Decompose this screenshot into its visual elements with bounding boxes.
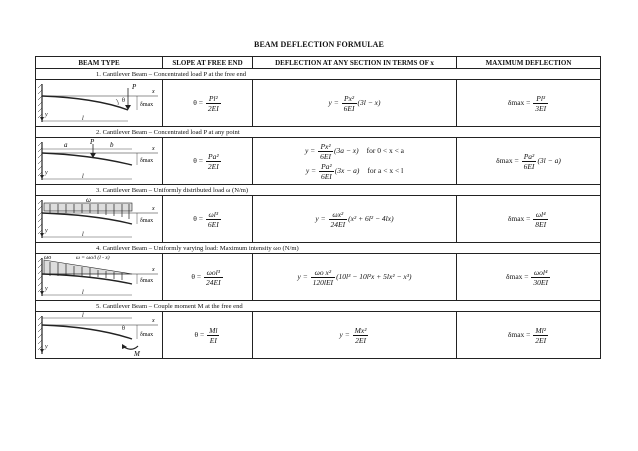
fig-label-b: b (110, 141, 114, 149)
fraction (533, 326, 548, 345)
deflection-line-1 (253, 142, 456, 161)
cantilever-point-load-end-diagram (36, 80, 163, 126)
fig-label-l: l (82, 232, 84, 238)
case-row (36, 312, 601, 359)
denominator: 3EI (535, 103, 547, 113)
cantilever-point-load-any-diagram (36, 138, 163, 184)
deflection-line-2 (253, 162, 456, 181)
fig-label-y: y (45, 228, 48, 234)
case-2-max-deflection (457, 138, 601, 185)
case-4-deflection (253, 254, 457, 301)
fraction (204, 268, 223, 287)
fig-label-omega: ω (86, 196, 91, 204)
case-3-caption: 3. Cantilever Beam – Uniformly distributed load ω (N/m) (36, 185, 601, 196)
fig-label-x: x (152, 146, 155, 152)
fraction (206, 94, 221, 113)
fraction (329, 210, 348, 229)
fig-label-l: l (82, 116, 84, 122)
fig-label-omega-o: ωo (44, 255, 52, 261)
case-3-figure (36, 196, 163, 243)
slope-lhs: θ = (194, 329, 205, 339)
fraction (207, 326, 219, 345)
fig-label-y: y (45, 170, 48, 176)
case-row (36, 80, 601, 127)
fig-label-m: M (134, 350, 140, 358)
case-5-caption: 5. Cantilever Beam – Couple moment M at the free end (36, 301, 601, 312)
numerator: ωol³ (204, 268, 223, 278)
denominator: 24EI (205, 277, 221, 287)
case-3-deflection (253, 196, 457, 243)
case-4-figure (36, 254, 163, 301)
numerator: ωl⁴ (533, 210, 548, 220)
numerator: Px² (318, 142, 333, 152)
fig-label-p: P (90, 138, 95, 146)
numerator: Ml (209, 325, 218, 335)
case-4-slope (163, 254, 253, 301)
fig-label-x: x (152, 206, 155, 212)
case-1-deflection (253, 80, 457, 127)
max-lhs: δmax = (505, 271, 529, 281)
deflection-tail: (10l³ − 10l²x + 5lx² − x³) (336, 271, 412, 281)
fraction (318, 142, 333, 161)
deflection-lhs: y = (315, 213, 326, 223)
fig-label-l: l (82, 290, 84, 296)
case-1-caption: 1. Cantilever Beam – Concentrated load P at the free end (36, 69, 601, 80)
max-lhs: δmax = (507, 213, 531, 223)
max-lhs: δmax = (507, 329, 531, 339)
denominator: EI (209, 335, 217, 345)
case-4-max-deflection (457, 254, 601, 301)
max-lhs: δmax = (496, 155, 519, 165)
cantilever-couple-moment-diagram (36, 312, 163, 358)
denominator: 24EI (330, 219, 346, 229)
fraction (533, 210, 548, 229)
numerator: ωol⁴ (531, 268, 550, 278)
case-5-max-deflection (457, 312, 601, 359)
fraction (206, 210, 221, 229)
numerator: Ml² (533, 326, 548, 336)
fig-label-dmax: δmax (140, 278, 154, 284)
denominator: 6EI (523, 161, 535, 171)
numerator: Pa² (522, 152, 537, 162)
case-caption (36, 301, 601, 312)
case-caption (36, 69, 601, 80)
case-5-figure (36, 312, 163, 359)
numerator: ωx² (329, 210, 348, 220)
case-caption (36, 185, 601, 196)
case-1-slope (163, 80, 253, 127)
fig-label-y: y (45, 112, 48, 118)
denominator: 2EI (207, 161, 219, 171)
case-1-figure (36, 80, 163, 127)
slope-lhs: θ = (193, 213, 203, 223)
slope-lhs: θ = (191, 271, 202, 281)
case-2-slope (163, 138, 253, 185)
max-lhs: δmax = (507, 97, 531, 107)
case-1-max-deflection (457, 80, 601, 127)
fig-label-omega-expr: ω = ωo/l (l - x) (76, 255, 110, 261)
numerator: Pl³ (533, 94, 548, 104)
case-2-figure (36, 138, 163, 185)
numerator: Pl² (206, 94, 221, 104)
slope-lhs: θ = (193, 97, 203, 107)
denominator: 6EI (320, 151, 331, 161)
fig-label-dmax: δmax (140, 218, 154, 224)
deflection-lhs: y = (328, 97, 339, 107)
fig-label-dmax: δmax (140, 158, 154, 164)
case-4-caption: 4. Cantilever Beam – Uniformly varying load: Maximum intensity ωo (N/m) (36, 243, 601, 254)
case-caption (36, 243, 601, 254)
fig-label-l: l (82, 174, 84, 180)
numerator: ωo x² (311, 268, 335, 278)
case-2-caption: 2. Cantilever Beam – Concentrated load P at any point (36, 127, 601, 138)
cantilever-udl-diagram (36, 196, 163, 242)
fig-label-dmax: δmax (140, 102, 154, 108)
numerator: Mx² (354, 325, 367, 335)
denominator: 2EI (355, 335, 366, 345)
header-deflection: DEFLECTION AT ANY SECTION IN TERMS OF x (253, 57, 457, 69)
condition: for a < x < l (367, 165, 404, 175)
fig-label-x: x (152, 89, 155, 95)
fig-label-y: y (45, 344, 48, 350)
fraction (206, 152, 221, 171)
fig-label-x: x (152, 318, 155, 324)
case-5-slope (163, 312, 253, 359)
fig-label-l: l (82, 313, 84, 319)
deflection-tail: (3x − a) (334, 165, 360, 175)
denominator: 6EI (320, 171, 332, 181)
deflection-tail: (3a − x) (333, 145, 359, 155)
deflection-lhs: y = (305, 165, 317, 175)
slope-lhs: θ = (193, 155, 203, 165)
case-3-max-deflection (457, 196, 601, 243)
numerator: Px² (342, 94, 357, 104)
deflection-lhs: y = (297, 271, 308, 281)
case-caption (36, 127, 601, 138)
fig-label-a: a (64, 141, 68, 149)
cantilever-uvl-diagram (36, 254, 163, 300)
denominator: 120lEI (312, 277, 334, 287)
header-beam-type: BEAM TYPE (36, 57, 163, 69)
case-row (36, 196, 601, 243)
fig-label-y: y (45, 286, 48, 292)
deflection-lhs: y = (339, 329, 350, 339)
deflection-lhs: y = (304, 145, 316, 155)
denominator: 8EI (535, 219, 547, 229)
denominator: 2EI (207, 103, 219, 113)
fraction (319, 162, 334, 181)
fig-label-theta: θ (122, 326, 125, 332)
deflection-tail: (x² + 6l² − 4lx) (348, 213, 394, 223)
fig-label-theta: θ (122, 98, 125, 104)
case-5-deflection (253, 312, 457, 359)
fraction (311, 268, 335, 287)
denominator: 6EI (343, 103, 355, 113)
denominator: 6EI (207, 219, 219, 229)
numerator: ωl³ (206, 210, 221, 220)
case-row (36, 138, 601, 185)
beam-formula-table (35, 56, 601, 359)
fraction (522, 152, 537, 171)
case-row (36, 254, 601, 301)
header-max-deflection: MAXIMUM DEFLECTION (457, 57, 601, 69)
case-2-deflection (253, 138, 457, 185)
fraction (342, 94, 357, 113)
fraction (533, 94, 548, 113)
fig-label-x: x (152, 267, 155, 273)
header-row (36, 57, 601, 69)
fraction (531, 268, 550, 287)
numerator: Pa² (319, 162, 334, 172)
case-3-slope (163, 196, 253, 243)
denominator: 2EI (535, 335, 547, 345)
condition: for 0 < x < a (366, 145, 405, 155)
fraction (353, 326, 369, 345)
numerator: Pa² (206, 152, 221, 162)
page-title: BEAM DEFLECTION FORMULAE (254, 40, 384, 49)
header-slope: SLOPE AT FREE END (163, 57, 253, 69)
deflection-tail: (3l − x) (357, 97, 381, 107)
fig-label-p: P (132, 83, 137, 91)
fig-label-dmax: δmax (140, 332, 154, 338)
max-tail: (3l − a) (537, 155, 561, 165)
denominator: 30EI (533, 277, 549, 287)
